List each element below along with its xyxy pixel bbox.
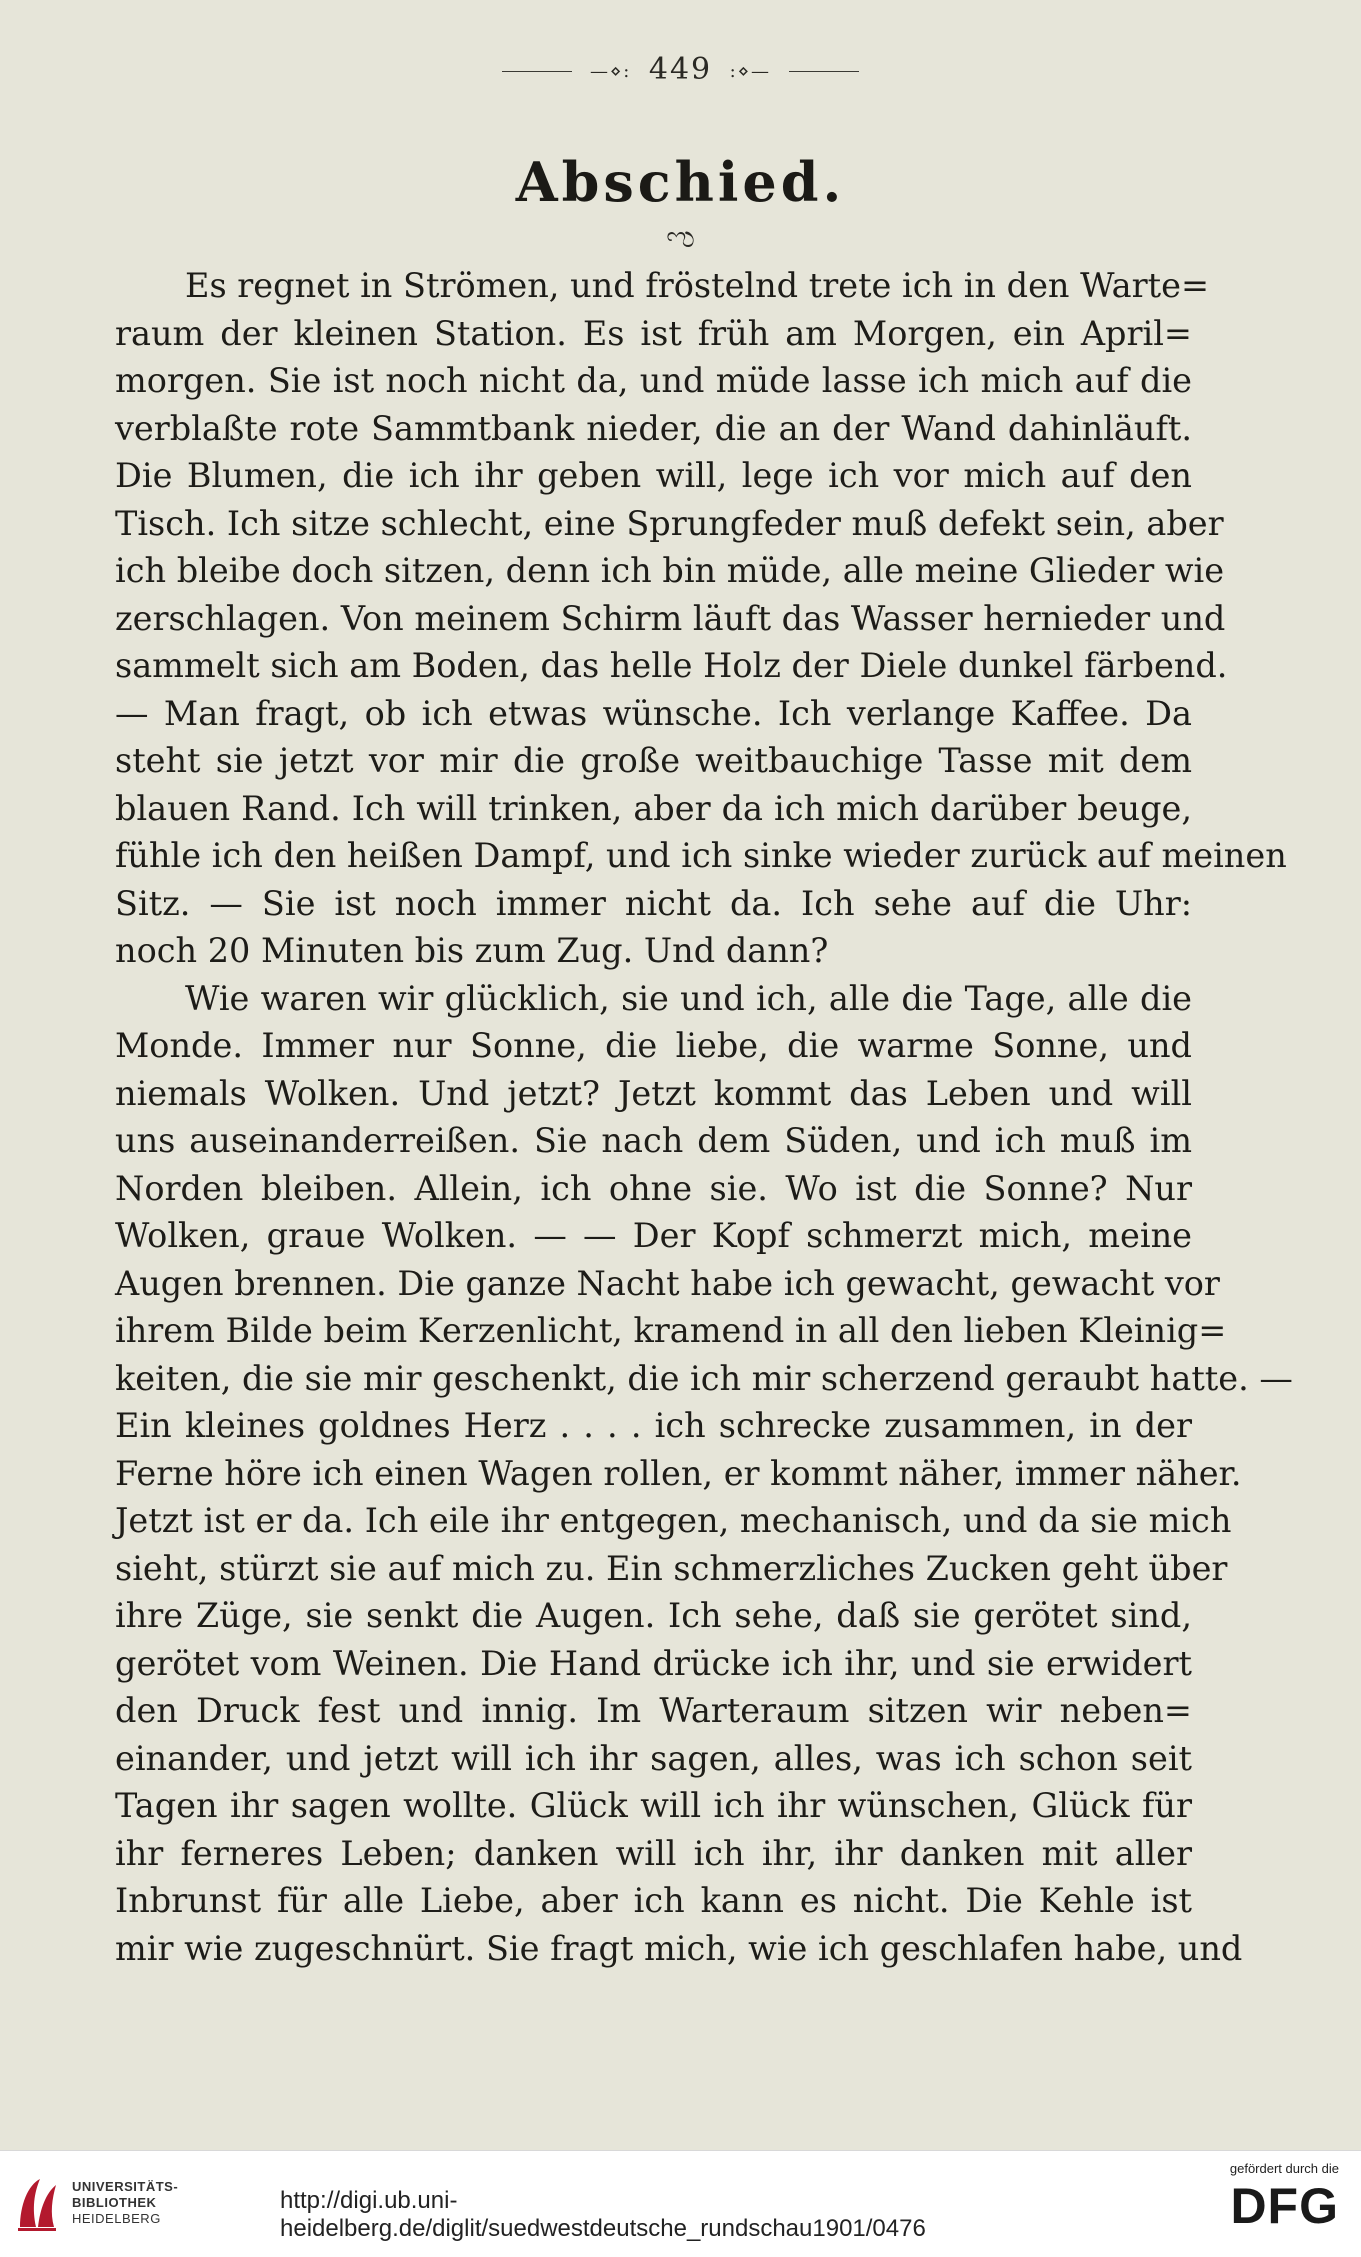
header-ornament-left: —⋄: (589, 60, 632, 82)
header-ornament-right: :⋄— (729, 60, 772, 82)
text-line: morgen. Sie ist noch nicht da, und müde lasse ich mich auf die (115, 361, 1192, 400)
text-line: sieht, stürzt sie auf mich zu. Ein schmerzliches Zucken geht über (115, 1548, 1228, 1588)
page-number: 449 (648, 52, 713, 87)
text-line: ihrem Bilde beim Kerzenlicht, kramend in all den lieben Kleinig= (115, 1311, 1227, 1350)
text-line: ihre Züge, sie senkt die Augen. Ich sehe, daß sie gerötet sind, (115, 1596, 1192, 1635)
header-rule-left (502, 71, 572, 72)
footer-bar (0, 2150, 1361, 2257)
text-line: — Man fragt, ob ich etwas wünsche. Ich verlange Kaffee. Da (115, 693, 1192, 733)
text-line: Die Blumen, die ich ihr geben will, lege ich vor mich auf den (115, 456, 1192, 495)
dfg-wordmark: DFG (1230, 2178, 1339, 2234)
text-line: zerschlagen. Von meinem Schirm läuft das Wasser hernieder und (115, 598, 1226, 638)
text-line: Tisch. Ich sitze schlecht, eine Sprungfeder muß defekt sein, aber (115, 503, 1224, 543)
text-line: sammelt sich am Boden, das helle Holz der Diele dunkel färbend. (115, 646, 1228, 685)
page-header (0, 52, 1361, 87)
text-line: blauen Rand. Ich will trinken, aber da ich mich darüber beuge, (115, 788, 1192, 828)
title-flourish-icon: ಌ (666, 220, 695, 255)
library-logo-text (72, 2179, 178, 2227)
library-logo-icon (14, 2175, 60, 2233)
text-line: ihr ferneres Leben; danken will ich ihr, ihr danken mit aller (115, 1833, 1192, 1873)
logo-line-1: UNIVERSITÄTS- (72, 2179, 179, 2194)
text-line: steht sie jetzt vor mir die große weitbauchige Tasse mit dem (115, 741, 1192, 780)
text-line: fühle ich den heißen Dampf, und ich sinke wieder zurück auf meinen (115, 836, 1287, 875)
dfg-funding-logo[interactable] (1189, 2161, 1339, 2247)
text-line: gerötet vom Weinen. Die Hand drücke ich ihr, und sie erwidert (115, 1643, 1192, 1683)
text-line: raum der kleinen Station. Es ist früh am Morgen, ein April= (115, 313, 1192, 353)
text-line: einander, und jetzt will ich ihr sagen, alles, was ich schon seit (115, 1738, 1192, 1778)
text-line: Tagen ihr sagen wollte. Glück will ich ihr wünschen, Glück für (115, 1786, 1192, 1825)
permalink-url[interactable]: http://digi.ub.uni-heidelberg.de/diglit/suedwestdeutsche_rundschau1901/0476 (280, 2187, 926, 2242)
text-line: Ein kleines goldnes Herz . . . . ich schrecke zusammen, in der (115, 1406, 1192, 1445)
text-line: Monde. Immer nur Sonne, die liebe, die warme Sonne, und (115, 1026, 1192, 1065)
text-line: Inbrunst für alle Liebe, aber ich kann es nicht. Die Kehle ist (115, 1881, 1192, 1920)
text-line: keiten, die sie mir geschenkt, die ich mir scherzend geraubt hatte. — (115, 1358, 1293, 1398)
text-line: Es regnet in Strömen, und fröstelnd trete ich in den Warte= (185, 266, 1210, 305)
text-line: Norden bleiben. Allein, ich ohne sie. Wo ist die Sonne? Nur (115, 1168, 1192, 1208)
logo-line-3: HEIDELBERG (72, 2211, 161, 2226)
header-rule-right (789, 71, 859, 72)
text-line: Augen brennen. Die ganze Nacht habe ich gewacht, gewacht vor (115, 1263, 1220, 1303)
text-line: mir wie zugeschnürt. Sie fragt mich, wie ich geschlafen habe, und (115, 1928, 1243, 1968)
text-line: Wolken, graue Wolken. — — Der Kopf schmerzt mich, meine (115, 1216, 1192, 1255)
university-library-logo[interactable] (14, 2171, 194, 2241)
text-line: Wie waren wir glücklich, sie und ich, alle die Tage, alle die (185, 978, 1192, 1018)
text-line: Sitz. — Sie ist noch immer nicht da. Ich sehe auf die Uhr: (115, 883, 1192, 923)
text-line: niemals Wolken. Und jetzt? Jetzt kommt das Leben und will (115, 1073, 1192, 1113)
text-line: Jetzt ist er da. Ich eile ihr entgegen, mechanisch, und da sie mich (115, 1501, 1232, 1540)
text-line: verblaßte rote Sammtbank nieder, die an der Wand dahinläuft. (115, 408, 1192, 448)
text-line: uns auseinanderreißen. Sie nach dem Süden, und ich muß im (115, 1121, 1192, 1160)
body-text (115, 262, 1293, 1972)
article-title: Abschied. (515, 150, 846, 214)
text-line: noch 20 Minuten bis zum Zug. Und dann? (115, 931, 829, 970)
logo-line-2: BIBLIOTHEK (72, 2195, 157, 2210)
text-line: ich bleibe doch sitzen, denn ich bin müde, alle meine Glieder wie (115, 551, 1225, 590)
dfg-caption: gefördert durch die (1229, 2161, 1339, 2176)
text-line: den Druck fest und innig. Im Warteraum sitzen wir neben= (115, 1691, 1192, 1730)
text-line: Ferne höre ich einen Wagen rollen, er kommt näher, immer näher. (115, 1453, 1242, 1493)
